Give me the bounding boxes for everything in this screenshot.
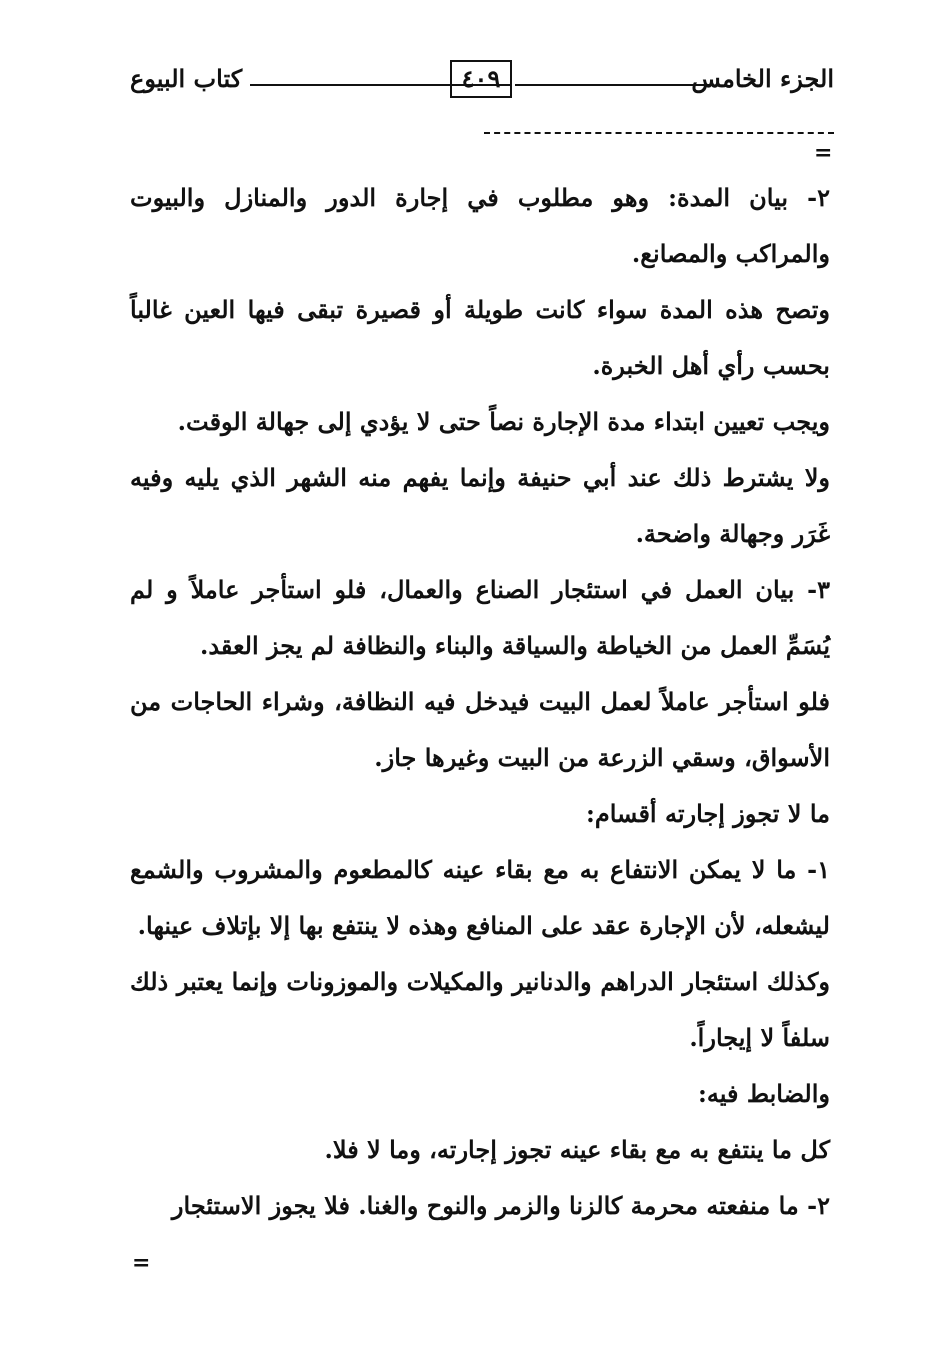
paragraph-rule: كل ما ينتفع به مع بقاء عينه تجوز إجارته، وما لا فلا.: [324, 1135, 830, 1164]
paragraph-rule-heading: والضابط فيه:: [698, 1079, 830, 1108]
header-rule-left: [250, 84, 512, 86]
paragraph-house-work: فلو استأجر عاملاً لعمل البيت فيدخل فيه النظافة، وشراء الحاجات من الأسواق، وسقي الزرعة من البيت وغيرها جاز.: [130, 687, 830, 772]
section-heading-prohibited: ما لا تجوز إجارته أقسام:: [586, 799, 830, 828]
paragraph-duration: ٢- بيان المدة: وهو مطلوب في إجارة الدور والمنازل والبيوت والمراكب والمصانع.: [130, 183, 830, 268]
continuation-mark-bottom: =: [132, 1250, 151, 1276]
paragraph-currency: وكذلك استئجار الدراهم والدنانير والمكيلات والموزونات وإنما يعتبر ذلك سلفاً لا إيجاراً.: [130, 967, 830, 1052]
dashed-separator: [484, 132, 834, 134]
page-header: [120, 60, 840, 104]
page-number: ٤٠٩: [450, 60, 512, 98]
paragraph-work-specification: ٣- بيان العمل في استئجار الصناع والعمال، فلو استأجر عاملاً و لم يُسَمِّ العمل من الخياطة والسياقة والبناء والنظافة لم يجز العقد.: [130, 575, 830, 660]
volume-title: الجزء الخامس: [691, 64, 834, 93]
paragraph-abu-hanifa: ولا يشترط ذلك عند أبي حنيفة وإنما يفهم منه الشهر الذي يليه وفيه غَرَر وجهالة واضحة.: [130, 463, 830, 548]
chapter-title: كتاب البيوع: [130, 64, 243, 93]
header-rule-right: [515, 84, 713, 86]
paragraph-duration-validity: وتصح هذه المدة سواء كانت طويلة أو قصيرة تبقى فيها العين غالباً بحسب رأي أهل الخبرة.: [130, 295, 830, 380]
paragraph-start-time: ويجب تعيين ابتداء مدة الإجارة نصاً حتى لا يؤدي إلى جهالة الوقت.: [177, 407, 830, 436]
page-body: [130, 170, 830, 1234]
paragraph-forbidden-benefit: ٢- ما منفعته محرمة كالزنا والزمر والنوح والغنا. فلا يجوز الاستئجار: [171, 1191, 830, 1220]
paragraph-consumables: ١- ما لا يمكن الانتفاع به مع بقاء عينه كالمطعوم والمشروب والشمع ليشعله، لأن الإجارة عقد على المنافع وهذه لا ينتفع بها إلا بإتلاف عينها.: [130, 855, 830, 940]
continuation-mark-top: =: [814, 140, 833, 166]
